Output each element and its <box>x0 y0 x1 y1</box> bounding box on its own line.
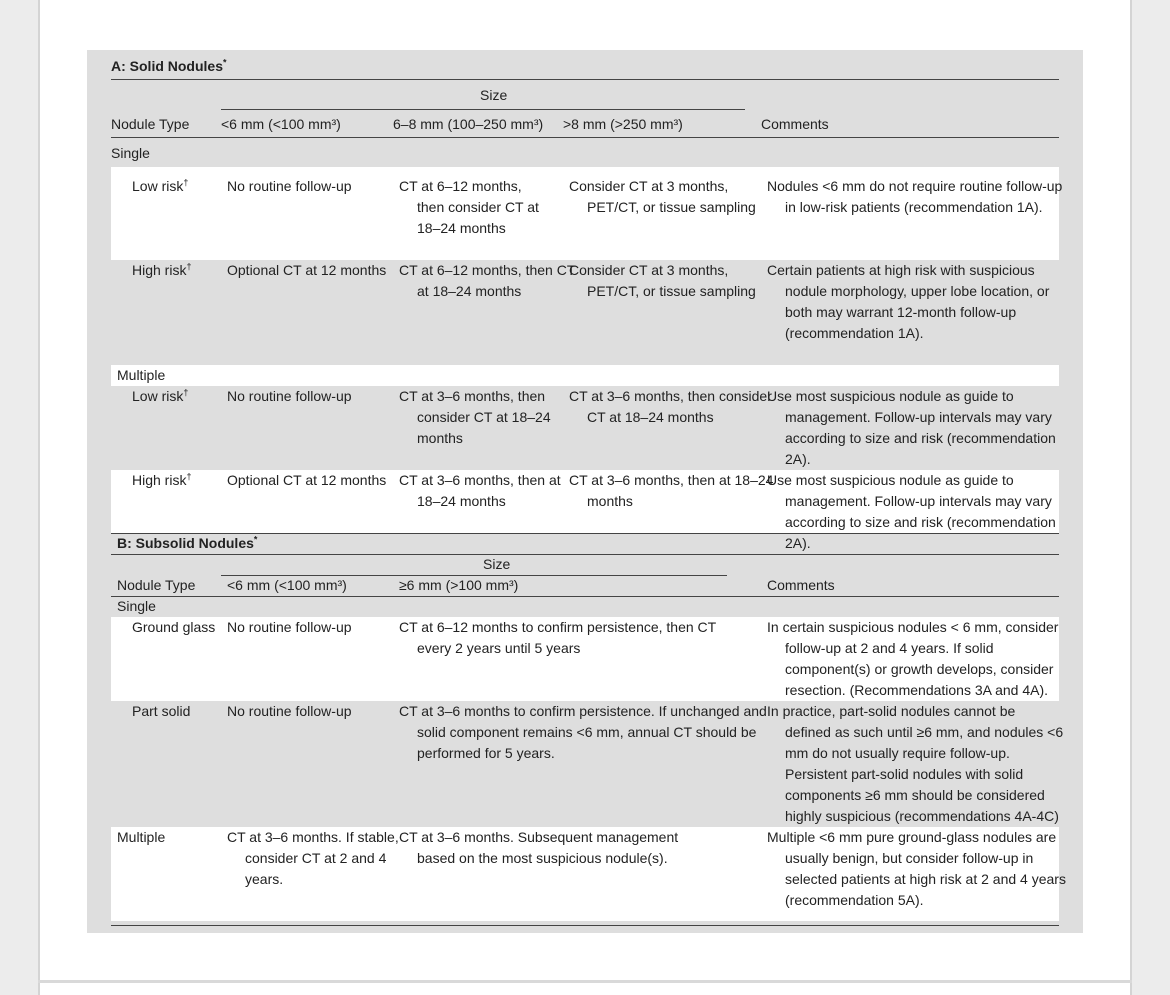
nodule-type-cell: High risk† <box>132 261 192 278</box>
comment-cell: Use most suspicious nodule as guide to management. Follow-up intervals may vary according to size and risk (recommendation 2A). <box>767 388 1056 467</box>
nodule-type-cell: Multiple <box>117 829 166 845</box>
size-large-cell: CT at 3–6 months, then at 18–24 months <box>569 472 774 509</box>
nodule-type-cell: Low risk† <box>132 387 189 404</box>
size-header-rule <box>221 109 745 110</box>
header-rule <box>111 596 1059 597</box>
header-nodule-type: Nodule Type <box>111 116 190 132</box>
group-label-single: Single <box>111 145 150 161</box>
header-comments: Comments <box>761 116 829 132</box>
size-small-cell: CT at 3–6 months. If stable, consider CT at 2 and 4 years. <box>227 829 399 887</box>
nodule-type-cell: Part solid <box>132 703 191 719</box>
size-small-cell: Optional CT at 12 months <box>227 262 387 278</box>
size-header: Size <box>483 556 511 572</box>
size-large-cell: CT at 3–6 months, then consider CT at 18–24 months <box>569 388 772 425</box>
guidelines-table <box>87 50 1083 933</box>
header-size-mid: 6–8 mm (100–250 mm³) <box>393 116 544 132</box>
group-label-single: Single <box>117 598 156 614</box>
section-a-title: A: Solid Nodules* <box>111 57 227 74</box>
comment-cell: In practice, part-solid nodules cannot be defined as such until ≥6 mm, and nodules <6 mm do not usually require follow-up. Persistent part-solid nodules with solid components ≥6 mm should be considered highly suspicious (recommendations 4A-4C) <box>767 703 1064 824</box>
nodule-type-cell: High risk† <box>132 471 192 488</box>
size-small-cell: No routine follow-up <box>227 388 352 404</box>
size-mid-cell: CT at 6–12 months, then consider CT at 18–24 months <box>399 178 539 236</box>
section-a-top-rule <box>111 79 1059 80</box>
size-mid-cell: CT at 6–12 months, then CT at 18–24 months <box>399 262 576 299</box>
header-size-large: >8 mm (>250 mm³) <box>563 116 683 132</box>
size-small-cell: No routine follow-up <box>227 178 352 194</box>
comment-cell: Nodules <6 mm do not require routine follow-up in low-risk patients (recommendation 1A). <box>767 178 1063 215</box>
size-large-cell: Consider CT at 3 months, PET/CT, or tissue sampling <box>569 178 756 215</box>
comment-cell: Use most suspicious nodule as guide to management. Follow-up intervals may vary according to size and risk (recommendation 2A). <box>767 472 1056 551</box>
size-small-cell: No routine follow-up <box>227 703 352 719</box>
header-rule <box>111 137 1059 138</box>
header-size-small: <6 mm (<100 mm³) <box>221 116 341 132</box>
comment-cell: Multiple <6 mm pure ground-glass nodules are usually benign, but consider follow-up in selected patients at high risk at 2 and 4 years (recommendation 5A). <box>767 829 1066 908</box>
row-band <box>111 365 1059 386</box>
size-mid-cell: CT at 3–6 months, then consider CT at 18–24 months <box>399 388 551 446</box>
table-bottom-rule <box>111 925 1059 926</box>
header-size-small: <6 mm (<100 mm³) <box>227 577 347 593</box>
size-large-cell: CT at 3–6 months. Subsequent management based on the most suspicious nodule(s). <box>399 829 679 866</box>
size-large-cell: Consider CT at 3 months, PET/CT, or tissue sampling <box>569 262 756 299</box>
comment-cell: Certain patients at high risk with suspicious nodule morphology, upper lobe location, or both may warrant 12-month follow-up (recommendation 1A). <box>767 262 1050 341</box>
page-divider <box>38 980 1132 983</box>
size-small-cell: Optional CT at 12 months <box>227 472 387 488</box>
group-label-multiple: Multiple <box>117 367 166 383</box>
nodule-type-cell: Ground glass <box>132 619 216 635</box>
section-b-top-rule <box>111 554 1059 555</box>
comment-cell: In certain suspicious nodules < 6 mm, consider follow-up at 2 and 4 years. If solid component(s) or growth develops, consider resection. (Recommendations 3A and 4A). <box>767 619 1059 698</box>
header-nodule-type: Nodule Type <box>117 577 196 593</box>
nodule-type-cell: Low risk† <box>132 177 189 194</box>
section-b-title: B: Subsolid Nodules* <box>117 534 258 551</box>
size-large-cell: CT at 6–12 months to confirm persistence, then CT every 2 years until 5 years <box>399 619 716 656</box>
header-size-large: ≥6 mm (>100 mm³) <box>399 577 519 593</box>
size-large-cell: CT at 3–6 months to confirm persistence. If unchanged and solid component remains <6 mm, annual CT should be performed for 5 years. <box>399 703 767 761</box>
header-comments: Comments <box>767 577 835 593</box>
size-header: Size <box>480 87 508 103</box>
size-small-cell: No routine follow-up <box>227 619 352 635</box>
size-mid-cell: CT at 3–6 months, then at 18–24 months <box>399 472 561 509</box>
